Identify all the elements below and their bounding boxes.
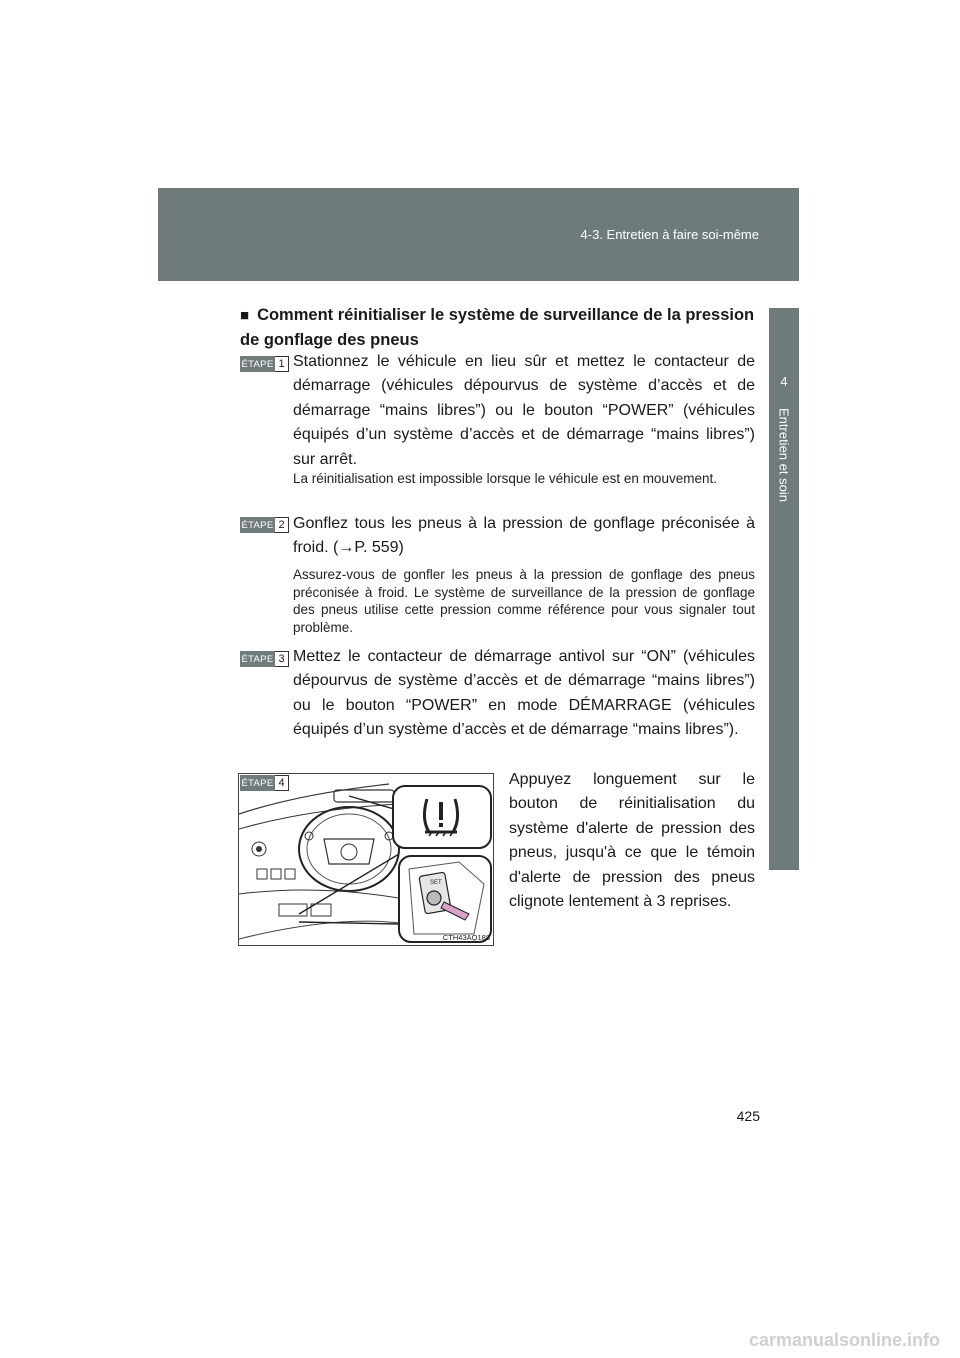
chapter-title: 4-3. Entretien à faire soi-même — [580, 227, 759, 242]
step-label: ÉTAPE — [240, 775, 275, 791]
step-2-badge — [240, 517, 289, 533]
step-label: ÉTAPE — [240, 651, 275, 667]
step-number: 4 — [275, 775, 289, 791]
section-heading-text: Comment réinitialiser le système de surveillance de la pression de gonflage des pneus — [240, 306, 755, 349]
step-1-note: La réinitialisation est impossible lorsque le véhicule est en mouvement. — [293, 471, 717, 486]
step-number: 1 — [275, 356, 289, 372]
side-tab-label: Entretien et soin — [776, 408, 792, 502]
step-3-text: Mettez le contacteur de démarrage antivol sur “ON” (véhicules dépourvus de système d’accès et de démarrage “mains libres”) ou le bouton “POWER” en mode DÉMARRAGE (véhicules équipés d’un système d’accès et de démarrage “mains libres”). — [293, 648, 755, 739]
step-1-badge — [240, 356, 289, 372]
watermark: carmanualsonline.info — [748, 1330, 940, 1350]
step-4-text: Appuyez longuement sur le bouton de réinitialisation du système d'alerte de pression des pneus, jusqu'à ce que le témoin d'alerte de pression des pneus clignote lentement à 3 reprises. — [509, 771, 755, 911]
illustration-code: CTH43AQ188 — [442, 933, 490, 942]
section-heading — [240, 303, 756, 352]
step-2-text: Gonflez tous les pneus à la pression de gonflage préconisée à froid. (→P. 559) — [293, 515, 755, 557]
step-label: ÉTAPE — [240, 517, 275, 533]
step-3-badge — [240, 651, 289, 667]
page-number: 425 — [736, 1108, 760, 1124]
set-button-label: SET — [430, 880, 442, 886]
step-number: 2 — [275, 517, 289, 533]
dashboard-illustration — [238, 773, 494, 946]
step-4-badge — [240, 775, 289, 791]
chapter-header — [158, 188, 799, 281]
dashboard-drawing — [239, 774, 494, 946]
square-bullet-icon: ■ — [240, 307, 250, 324]
step-2-note: Assurez-vous de gonfler les pneus à la pression de gonflage des pneus préconisée à froid. Le système de surveillance de la pression de gonflage des pneus utilise cette pression comme référence pour vous signaler tout problème. — [293, 567, 755, 635]
step-1-text: Stationnez le véhicule en lieu sûr et mettez le contacteur de démarrage (véhicules dépourvus de système d’accès et de démarrage “mains libres”) ou le bouton “POWER” (véhicules équipés d’un système d’accès et de démarrage “mains libres”) sur arrêt. — [293, 353, 755, 468]
side-tab — [769, 308, 799, 870]
side-tab-number: 4 — [780, 374, 788, 389]
step-label: ÉTAPE — [240, 356, 275, 372]
step-number: 3 — [275, 651, 289, 667]
